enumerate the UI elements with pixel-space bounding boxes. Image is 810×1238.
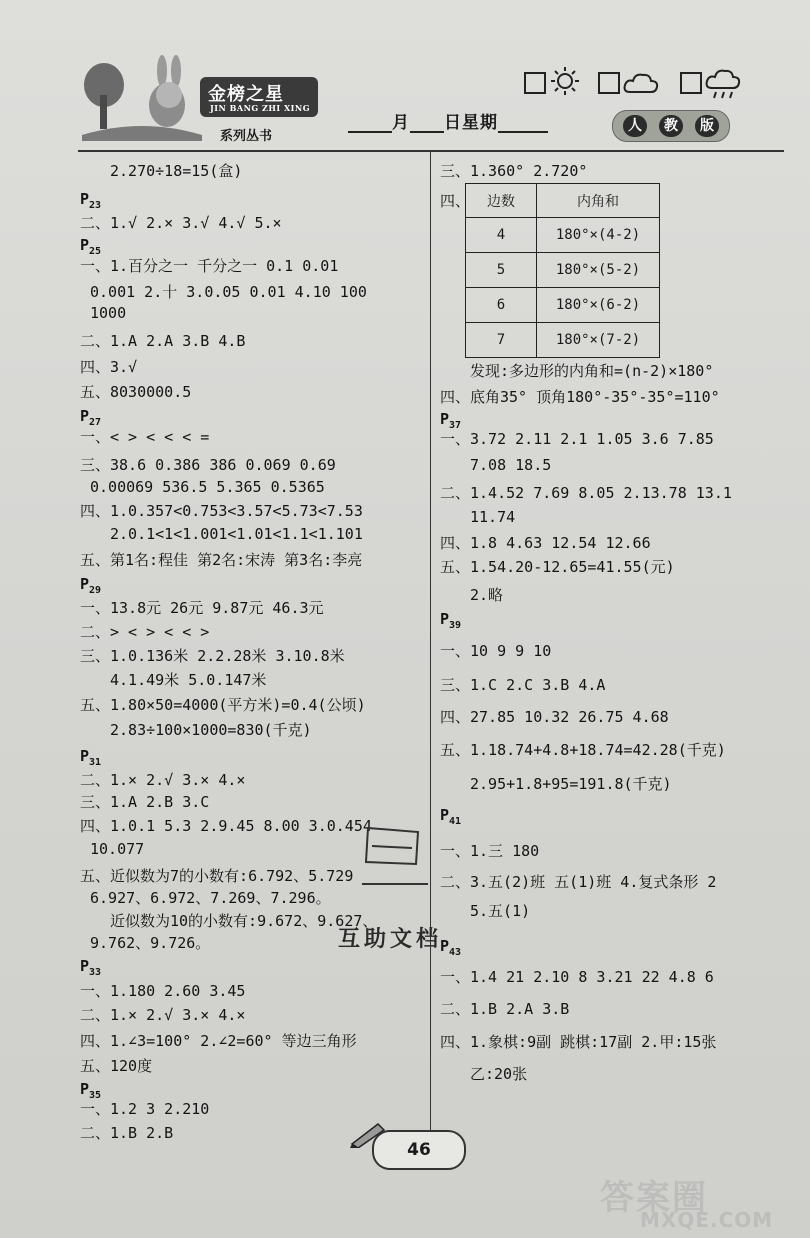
answer-text: 二、1.× 2.√ 3.× 4.× [80,1006,246,1024]
table-row [466,323,660,358]
answer-line [440,840,539,861]
tree-and-rabbit-icon [82,55,202,141]
answer-text: 四、1.∠3=100° 2.∠2=60° 等边三角形 [80,1032,357,1050]
answer-text: 一、1.4 21 2.10 8 3.21 22 4.8 6 [440,968,714,986]
answer-line [90,887,331,908]
answer-text: 2.270÷18=15(盒) [110,162,243,180]
answer-text: 三、1.0.136米 2.2.28米 3.10.8米 [80,647,345,665]
page-ref-number: 29 [89,585,102,596]
answer-text: 2.略 [470,586,504,604]
answer-line [110,719,312,740]
answer-text: 4.1.49米 5.0.147米 [110,671,267,689]
answer-text: 二、1.B 2.B [80,1124,174,1142]
page-ref-label [80,190,101,211]
page-ref-number: 25 [89,246,102,257]
answer-text: 五、8030000.5 [80,383,192,401]
answer-text: 0.001 2.十 3.0.05 0.01 4.10 100 [90,283,367,301]
table-cell: 180°×(5-2) [537,253,660,288]
answer-text: 一、1.百分之一 千分之一 0.1 0.01 [80,257,339,275]
edition-badge [612,110,730,142]
answer-line [470,584,503,605]
table-row [466,288,660,323]
answer-line [80,1055,152,1076]
table-cell: 4 [466,218,537,253]
page-ref-prefix: P [440,410,450,428]
answer-text: 三、1.360° 2.720° [440,162,588,180]
answer-line [80,212,282,233]
page-ref-label [80,407,101,428]
answer-line [80,1122,173,1143]
answer-text: 一、1.2 3 2.210 [80,1100,210,1118]
page-number: 46 [372,1130,466,1170]
answer-text: 五、第1名:程佳 第2名:宋涛 第3名:李亮 [80,551,363,569]
answer-text: 四、底角35° 顶角180°-35°-35°=110° [440,388,720,406]
answer-text: 二、3.五(2)班 五(1)班 4.复式条形 2 [440,873,717,891]
answer-line [80,426,209,447]
answer-text: 一、10 9 9 10 [440,642,552,660]
answer-text: 二、1.A 2.A 3.B 4.B [80,332,246,350]
answer-line [470,900,530,921]
stamp-sketch-icon [362,822,428,890]
rainy-checkbox[interactable] [680,72,702,94]
page-ref-number: 37 [449,420,462,431]
answer-text: 11.74 [470,508,516,526]
answer-text: 2.95+1.8+95=191.8(千克) [470,775,672,793]
answer-text: 5.五(1) [470,902,531,920]
table-header-angle-sum: 内角和 [537,184,660,218]
answer-text: 7.08 18.5 [470,456,552,474]
answer-line [80,621,209,642]
answer-line [80,255,338,276]
page-ref-number: 35 [89,1090,102,1101]
column-divider [430,152,431,1152]
answer-line [80,549,362,570]
answer-line [80,645,345,666]
answer-text: 四、1.0.357<0.753<3.57<5.73<7.53 [80,502,363,520]
sun-icon [550,66,580,96]
page-ref-number: 31 [89,757,102,768]
answer-text: 一、1.180 2.60 3.45 [80,982,246,1000]
edition-char-1: 人 [623,115,647,137]
edition-char-3: 版 [695,115,719,137]
answer-line [90,478,325,496]
answer-text: 四、1.象棋:9副 跳棋:17副 2.甲:15张 [440,1033,717,1051]
answer-text: 二、1.B 2.A 3.B [440,1000,570,1018]
answer-line [80,769,245,790]
answer-line [440,556,675,577]
page-ref-number: 33 [89,967,102,978]
page-ref-label [440,806,461,827]
cloudy-checkbox[interactable] [598,72,620,94]
answer-text: 9.762、9.726。 [90,934,211,952]
page-ref-label [80,747,101,768]
answer-text: 近似数为10的小数有:9.672、9.627、 [110,912,378,930]
answer-line [80,597,324,618]
page-ref-number: 39 [449,620,462,631]
page-ref-prefix: P [440,806,450,824]
weather-checkboxes [520,66,760,106]
logo-badge [200,77,318,117]
table-header-row [466,184,660,218]
answer-text: 五、1.80×50=4000(平方米)=0.4(公顷) [80,696,366,714]
page-ref-prefix: P [80,747,90,765]
page-ref-number: 41 [449,816,462,827]
answer-text: 五、近似数为7的小数有:6.792、5.729 [80,867,354,885]
answer-line [440,966,714,987]
page-ref-prefix: P [80,190,90,208]
page-ref-prefix: P [440,610,450,628]
answer-line [440,532,651,553]
answer-line [90,304,126,322]
answer-text: 0.00069 536.5 5.365 0.5365 [90,478,325,496]
table-cell: 7 [466,323,537,358]
answer-text: 四、3.√ [80,358,138,376]
answer-text: 2.0.1<1<1.001<1.01<1.1<1.101 [110,525,363,543]
table-cell: 5 [466,253,537,288]
answer-line [90,840,144,858]
answer-line [470,1063,527,1084]
sunny-checkbox[interactable] [524,72,546,94]
rain-cloud-icon [704,68,744,102]
day-label: 日星期 [444,113,498,133]
answer-line [440,640,551,661]
answer-line [80,815,372,836]
page-ref-label [80,236,101,257]
stamp-text: 互助文档 [338,926,443,952]
table-row [466,253,660,288]
answer-line [470,508,515,526]
answer-text: 6.927、6.972、7.269、7.296。 [90,889,331,907]
page-ref-prefix: P [80,575,90,593]
page-ref-label [440,610,461,631]
answer-line [80,1098,209,1119]
weekday-blank [498,115,548,133]
watermark-url: MXQE.COM [640,1208,774,1232]
answer-line [440,160,587,181]
table-cell: 6 [466,288,537,323]
answer-text: 10.077 [90,840,145,858]
day-blank [410,115,444,133]
answer-text: 五、1.18.74+4.8+18.74=42.28(千克) [440,741,726,759]
answer-text: 2.83÷100×1000=830(千克) [110,721,312,739]
answer-text: 一、< > < < < = [80,428,210,446]
table-header-sides: 边数 [466,184,537,218]
answer-text: 三、38.6 0.386 386 0.069 0.69 [80,456,336,474]
answer-text: 二、1.× 2.√ 3.× 4.× [80,771,246,789]
answer-line [470,456,551,474]
answer-line [440,1031,716,1052]
table-row [466,218,660,253]
month-blank [348,115,392,133]
table-cell: 180°×(7-2) [537,323,660,358]
page-header [0,0,810,150]
answer-text: 四、1.0.1 5.3 2.9.45 8.00 3.0.454 [80,817,372,835]
answer-line [80,500,363,521]
answer-text: 五、120度 [80,1057,153,1075]
page-ref-prefix: P [80,957,90,975]
answer-line [440,428,714,449]
answer-line [80,791,209,812]
answer-text: 四、27.85 10.32 26.75 4.68 [440,708,669,726]
answer-line [110,160,242,181]
answer-line [440,706,669,727]
answer-text: 四、 [440,192,471,210]
polygon-angle-table [465,183,660,358]
page-ref-prefix: P [80,407,90,425]
logo-pinyin: JIN BANG ZHI XING [210,103,311,113]
table-cell: 180°×(4-2) [537,218,660,253]
answer-line [470,773,672,794]
page-ref-label [80,957,101,978]
answer-line [80,865,353,886]
answer-line [440,386,720,407]
answer-text: 乙:20张 [470,1065,528,1083]
answer-line [470,360,713,381]
month-label: 月 [392,113,410,133]
page-ref-label [440,937,461,958]
answer-text: 二、> < > < < > [80,623,210,641]
cloud-icon [622,70,660,96]
page-ref-prefix: P [80,236,90,254]
answer-line [440,998,569,1019]
watermark-logo: 答案圈 [600,1178,708,1218]
answer-line [80,1004,245,1025]
table-cell: 180°×(6-2) [537,288,660,323]
page-ref-label [80,575,101,596]
answer-text: 一、1.三 180 [440,842,540,860]
answer-text: 三、1.A 2.B 3.C [80,793,210,811]
answer-text: 二、1.√ 2.× 3.√ 4.√ 5.× [80,214,282,232]
answer-line [80,1030,357,1051]
answer-line [80,694,366,715]
answer-line [80,381,191,402]
answer-line [80,454,336,475]
answer-line [90,281,367,302]
answer-line [80,330,245,351]
answer-text: 四、1.8 4.63 12.54 12.66 [440,534,651,552]
answer-line [440,871,716,892]
answer-line [80,356,137,377]
page-ref-number: 23 [89,200,102,211]
answer-line [110,525,363,543]
page-ref-prefix: P [440,937,450,955]
logo-title: 金榜之星 [208,84,284,105]
page-ref-number: 43 [449,947,462,958]
answer-line [440,674,605,695]
answer-text: 1000 [90,304,127,322]
date-line [348,108,548,133]
answer-line [110,669,266,690]
answer-text: 发现:多边形的内角和=(n-2)×180° [470,362,714,380]
header-rule [78,150,784,152]
answer-text: 五、1.54.20-12.65=41.55(元) [440,558,675,576]
logo-series: 系列丛书 [220,129,273,144]
page-ref-prefix: P [80,1080,90,1098]
answer-text: 一、13.8元 26元 9.87元 46.3元 [80,599,324,617]
edition-char-2: 教 [659,115,683,137]
answer-text: 三、1.C 2.C 3.B 4.A [440,676,606,694]
page-ref-number: 27 [89,417,102,428]
answer-line [440,482,732,503]
answer-text: 二、1.4.52 7.69 8.05 2.13.78 13.1 [440,484,732,502]
answer-line [80,980,245,1001]
series-logo [82,55,322,145]
answer-line [90,932,210,953]
answer-line [440,739,726,760]
answer-text: 一、3.72 2.11 2.1 1.05 3.6 7.85 [440,430,714,448]
